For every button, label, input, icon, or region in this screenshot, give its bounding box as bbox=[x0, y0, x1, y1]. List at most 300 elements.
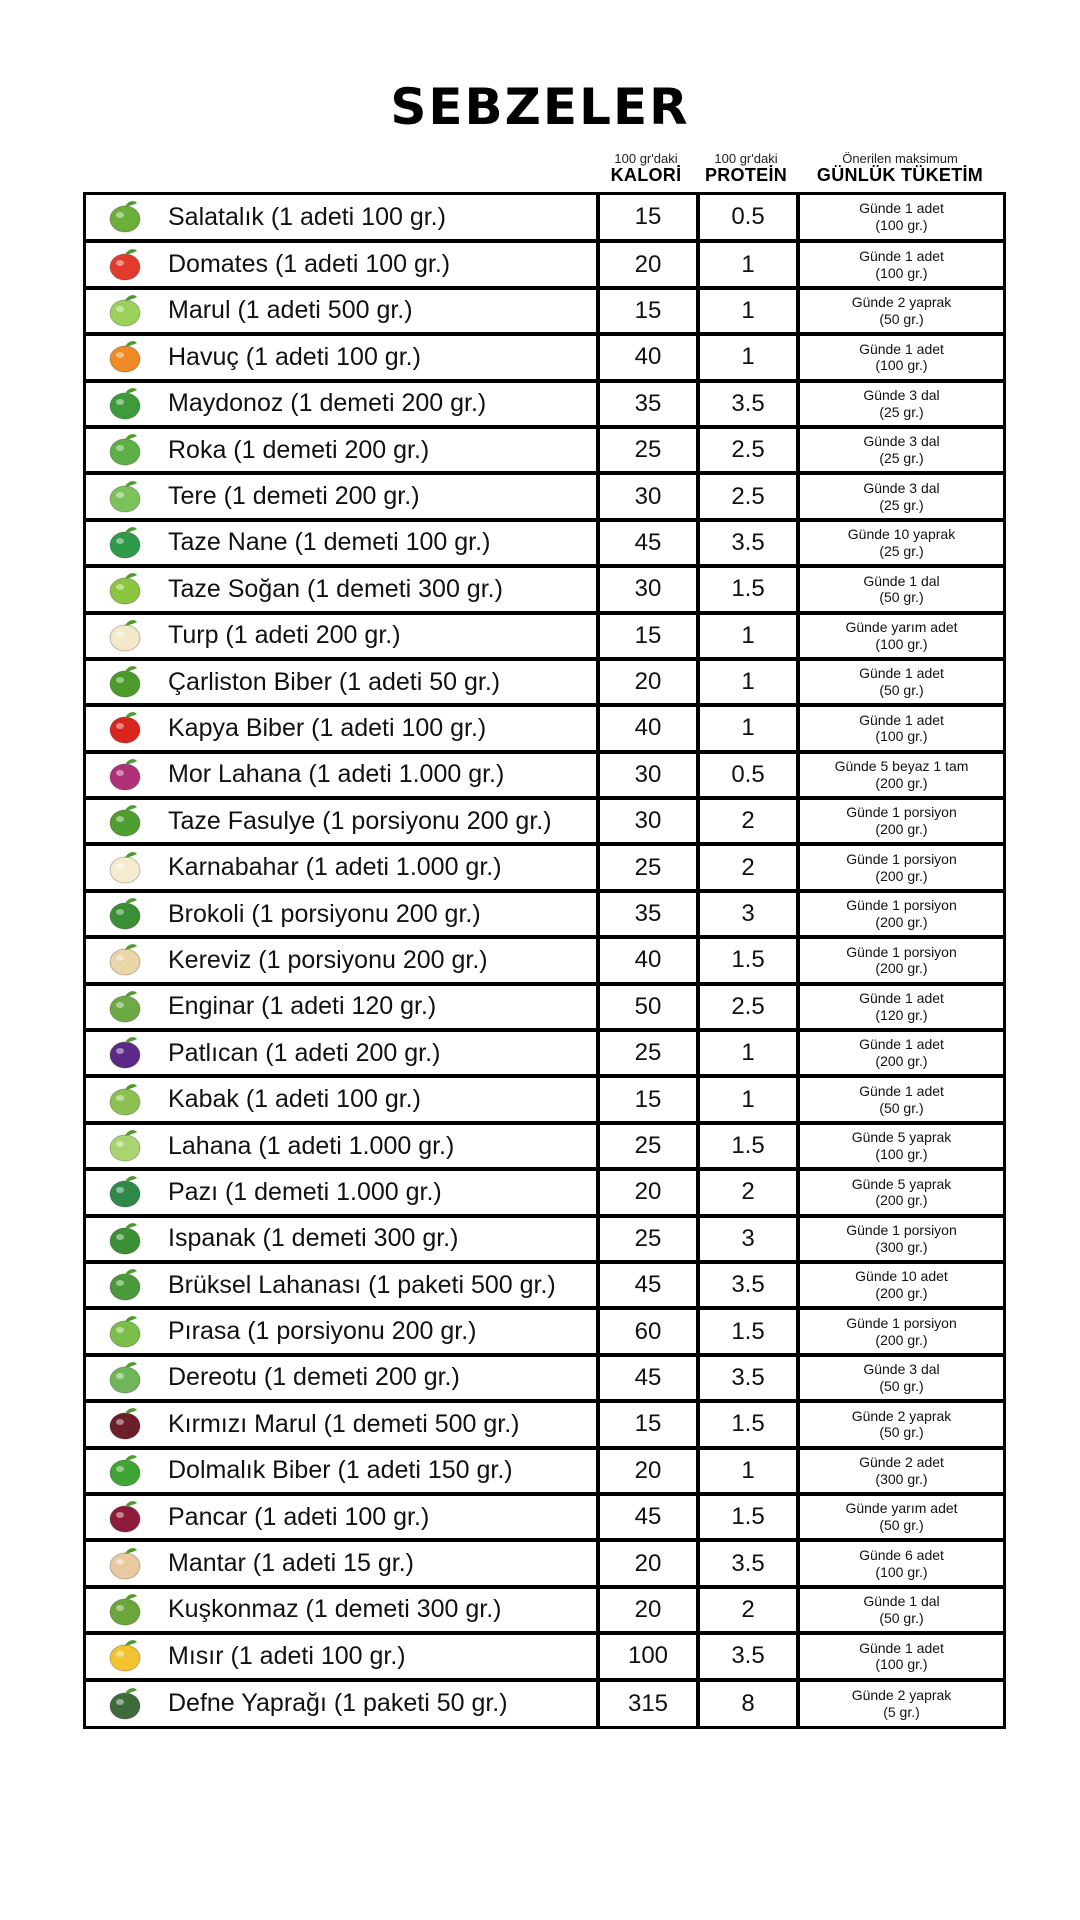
tomato-icon bbox=[102, 245, 148, 285]
daily-amount: Günde 1 dal bbox=[863, 1593, 940, 1610]
daily-consumption-cell bbox=[798, 1448, 1003, 1494]
calorie-cell: 25 bbox=[598, 1123, 698, 1169]
parsley-icon bbox=[102, 384, 148, 424]
vegetable-name-cell bbox=[86, 1680, 598, 1726]
vegetable-name: Maydonoz (1 demeti 200 gr.) bbox=[168, 389, 487, 418]
vegetable-name-wrap bbox=[86, 1450, 596, 1492]
daily-weight: (100 gr.) bbox=[875, 1563, 928, 1580]
leek-icon bbox=[102, 1312, 148, 1352]
vegetable-name: Çarliston Biber (1 adeti 50 gr.) bbox=[168, 667, 501, 696]
vegetable-name-wrap bbox=[86, 846, 596, 888]
protein-cell: 3 bbox=[698, 1216, 798, 1262]
vegetable-name-wrap bbox=[86, 1403, 596, 1445]
protein-cell: 1.5 bbox=[698, 1308, 798, 1354]
artichoke-icon bbox=[102, 987, 148, 1027]
daily-consumption-cell bbox=[798, 427, 1003, 473]
table-row bbox=[86, 1123, 1003, 1169]
protein-cell: 2 bbox=[698, 1587, 798, 1633]
protein-cell: 2 bbox=[698, 1169, 798, 1215]
asparagus-icon bbox=[102, 1590, 148, 1630]
vegetable-name-cell bbox=[86, 195, 598, 241]
protein-cell: 1 bbox=[698, 1448, 798, 1494]
vegetable-name-cell bbox=[86, 705, 598, 751]
vegetable-name: Kırmızı Marul (1 demeti 500 gr.) bbox=[168, 1409, 520, 1438]
vegetable-name-cell bbox=[86, 984, 598, 1030]
daily-consumption-cell bbox=[798, 1308, 1003, 1354]
vegetable-name-wrap bbox=[86, 754, 596, 796]
daily-consumption-cell bbox=[798, 891, 1003, 937]
vegetable-name-wrap bbox=[86, 1218, 596, 1260]
vegetable-name: Patlıcan (1 adeti 200 gr.) bbox=[168, 1038, 441, 1067]
daily-consumption-cell bbox=[798, 1123, 1003, 1169]
protein-cell: 2 bbox=[698, 844, 798, 890]
calorie-cell: 30 bbox=[598, 566, 698, 612]
daily-consumption-cell bbox=[798, 566, 1003, 612]
calorie-cell: 25 bbox=[598, 844, 698, 890]
daily-consumption-cell bbox=[798, 1216, 1003, 1262]
vegetable-name: Dereotu (1 demeti 200 gr.) bbox=[168, 1363, 460, 1392]
daily-amount: Günde 2 yaprak bbox=[851, 1686, 952, 1703]
protein-cell: 2.5 bbox=[698, 427, 798, 473]
vegetable-name-wrap bbox=[86, 1589, 596, 1631]
vegetable-name: Turp (1 adeti 200 gr.) bbox=[168, 621, 401, 650]
daily-amount: Günde 1 porsiyon bbox=[846, 850, 957, 867]
daily-weight: (100 gr.) bbox=[875, 1656, 928, 1673]
daily-header-sub: Önerilen maksimum bbox=[842, 151, 958, 166]
vegetable-name: Roka (1 demeti 200 gr.) bbox=[168, 435, 430, 464]
cress-icon bbox=[102, 477, 148, 517]
daily-consumption-cell bbox=[798, 288, 1003, 334]
table-row bbox=[86, 659, 1003, 705]
daily-consumption-cell bbox=[798, 1633, 1003, 1679]
table-row bbox=[86, 1540, 1003, 1586]
calorie-cell: 15 bbox=[598, 613, 698, 659]
vegetable-name: Kapya Biber (1 adeti 100 gr.) bbox=[168, 713, 487, 742]
daily-weight: (200 gr.) bbox=[875, 1285, 928, 1302]
daily-consumption-cell bbox=[798, 1262, 1003, 1308]
vegetable-name-wrap bbox=[86, 707, 596, 749]
vegetable-name-wrap bbox=[86, 800, 596, 842]
calorie-cell: 40 bbox=[598, 937, 698, 983]
carrot-icon bbox=[102, 337, 148, 377]
calorie-cell: 45 bbox=[598, 1262, 698, 1308]
vegetable-name-wrap bbox=[86, 1078, 596, 1120]
vegetable-name-wrap bbox=[86, 1264, 596, 1306]
table-row bbox=[86, 844, 1003, 890]
protein-cell: 2.5 bbox=[698, 473, 798, 519]
calorie-cell: 30 bbox=[598, 473, 698, 519]
vegetable-name-wrap bbox=[86, 615, 596, 657]
vegetable-name-cell bbox=[86, 937, 598, 983]
vegetable-name-cell bbox=[86, 1494, 598, 1540]
daily-consumption-cell bbox=[798, 752, 1003, 798]
vegetable-name: Dolmalık Biber (1 adeti 150 gr.) bbox=[168, 1456, 513, 1485]
table-row bbox=[86, 1262, 1003, 1308]
vegetable-name-cell bbox=[86, 334, 598, 380]
vegetable-name: Domates (1 adeti 100 gr.) bbox=[168, 250, 451, 279]
daily-weight: (200 gr.) bbox=[875, 1053, 928, 1070]
table-row bbox=[86, 520, 1003, 566]
vegetable-name: Karnabahar (1 adeti 1.000 gr.) bbox=[168, 853, 502, 882]
table-row bbox=[86, 798, 1003, 844]
daily-amount: Günde 1 adet bbox=[859, 1639, 944, 1656]
daily-consumption-cell bbox=[798, 1494, 1003, 1540]
bay-leaf-icon bbox=[102, 1684, 148, 1724]
protein-cell: 1 bbox=[698, 659, 798, 705]
vegetable-name-wrap bbox=[86, 893, 596, 935]
daily-amount: Günde 1 porsiyon bbox=[846, 897, 957, 914]
daily-weight: (100 gr.) bbox=[875, 635, 928, 652]
daily-consumption-cell bbox=[798, 1030, 1003, 1076]
calorie-cell: 20 bbox=[598, 1587, 698, 1633]
daily-amount: Günde 1 porsiyon bbox=[846, 804, 957, 821]
daily-amount: Günde 1 adet bbox=[859, 1082, 944, 1099]
vegetable-name: Mısır (1 adeti 100 gr.) bbox=[168, 1641, 406, 1670]
daily-amount: Günde 3 dal bbox=[863, 433, 940, 450]
calorie-cell: 40 bbox=[598, 705, 698, 751]
daily-amount: Günde 6 adet bbox=[859, 1546, 944, 1563]
calorie-cell: 45 bbox=[598, 1355, 698, 1401]
table-row bbox=[86, 1633, 1003, 1679]
calorie-cell: 50 bbox=[598, 984, 698, 1030]
daily-amount: Günde 1 adet bbox=[859, 711, 944, 728]
daily-consumption-cell bbox=[798, 1076, 1003, 1122]
cabbage-icon bbox=[102, 1126, 148, 1166]
daily-consumption-cell bbox=[798, 937, 1003, 983]
vegetable-name: Mantar (1 adeti 15 gr.) bbox=[168, 1549, 414, 1578]
table-row bbox=[86, 937, 1003, 983]
table-row bbox=[86, 334, 1003, 380]
daily-consumption-cell bbox=[798, 195, 1003, 241]
mint-icon bbox=[102, 523, 148, 563]
protein-cell: 3.5 bbox=[698, 1355, 798, 1401]
daily-consumption-cell bbox=[798, 241, 1003, 287]
daily-amount: Günde 5 yaprak bbox=[851, 1129, 952, 1146]
vegetable-name-wrap bbox=[86, 383, 596, 425]
protein-header-sub: 100 gr'daki bbox=[714, 151, 778, 166]
vegetable-name-wrap bbox=[86, 661, 596, 703]
calorie-cell: 15 bbox=[598, 288, 698, 334]
calorie-cell: 45 bbox=[598, 520, 698, 566]
daily-weight: (25 gr.) bbox=[879, 450, 924, 467]
green-bean-icon bbox=[102, 801, 148, 841]
vegetable-name-wrap bbox=[86, 243, 596, 285]
broccoli-icon bbox=[102, 894, 148, 934]
protein-cell: 1.5 bbox=[698, 1123, 798, 1169]
calorie-cell: 40 bbox=[598, 334, 698, 380]
protein-header-main: PROTEİN bbox=[704, 164, 788, 185]
page-title: SEBZELER bbox=[390, 78, 690, 136]
daily-weight: (200 gr.) bbox=[875, 914, 928, 931]
vegetable-name: Marul (1 adeti 500 gr.) bbox=[168, 296, 413, 325]
daily-amount: Günde 1 porsiyon bbox=[846, 943, 957, 960]
daily-weight: (200 gr.) bbox=[875, 821, 928, 838]
daily-weight: (50 gr.) bbox=[879, 1517, 924, 1534]
daily-consumption-cell bbox=[798, 1169, 1003, 1215]
protein-cell: 0.5 bbox=[698, 752, 798, 798]
calorie-cell: 20 bbox=[598, 1169, 698, 1215]
vegetable-name-cell bbox=[86, 1448, 598, 1494]
protein-cell: 0.5 bbox=[698, 195, 798, 241]
daily-weight: (50 gr.) bbox=[879, 1609, 924, 1626]
vegetable-name-wrap bbox=[86, 1496, 596, 1538]
vegetable-table bbox=[83, 192, 1006, 1729]
vegetable-name-cell bbox=[86, 1633, 598, 1679]
daily-consumption-cell bbox=[798, 381, 1003, 427]
daily-weight: (200 gr.) bbox=[875, 1331, 928, 1348]
vegetable-name-cell bbox=[86, 798, 598, 844]
vegetable-name-wrap bbox=[86, 1682, 596, 1726]
daily-weight: (120 gr.) bbox=[875, 1006, 928, 1023]
daily-consumption-cell bbox=[798, 613, 1003, 659]
protein-cell: 3 bbox=[698, 891, 798, 937]
daily-weight: (200 gr.) bbox=[875, 1192, 928, 1209]
calorie-cell: 15 bbox=[598, 195, 698, 241]
daily-weight: (25 gr.) bbox=[879, 542, 924, 559]
daily-weight: (25 gr.) bbox=[879, 496, 924, 513]
calorie-cell: 30 bbox=[598, 752, 698, 798]
spinach-icon bbox=[102, 1219, 148, 1259]
vegetable-name-cell bbox=[86, 1401, 598, 1447]
table-row bbox=[86, 1448, 1003, 1494]
calorie-cell: 315 bbox=[598, 1680, 698, 1726]
calorie-cell: 25 bbox=[598, 1216, 698, 1262]
daily-amount: Günde 1 porsiyon bbox=[846, 1314, 957, 1331]
calorie-cell: 25 bbox=[598, 1030, 698, 1076]
vegetable-name-cell bbox=[86, 891, 598, 937]
arugula-icon bbox=[102, 430, 148, 470]
daily-amount: Günde 1 dal bbox=[863, 572, 940, 589]
vegetable-name-cell bbox=[86, 613, 598, 659]
vegetable-name: Salatalık (1 adeti 100 gr.) bbox=[168, 202, 446, 231]
vegetable-name-cell bbox=[86, 1076, 598, 1122]
vegetable-name-cell bbox=[86, 1169, 598, 1215]
vegetable-name: Kuşkonmaz (1 demeti 300 gr.) bbox=[168, 1595, 502, 1624]
red-cabbage-icon bbox=[102, 755, 148, 795]
daily-column-header bbox=[796, 152, 1004, 185]
daily-consumption-cell bbox=[798, 659, 1003, 705]
table-row bbox=[86, 752, 1003, 798]
table-row bbox=[86, 1587, 1003, 1633]
table-row bbox=[86, 241, 1003, 287]
table-row bbox=[86, 381, 1003, 427]
table-row bbox=[86, 613, 1003, 659]
vegetable-name-wrap bbox=[86, 1310, 596, 1352]
daily-consumption-cell bbox=[798, 844, 1003, 890]
vegetable-name-cell bbox=[86, 381, 598, 427]
vegetable-name: Mor Lahana (1 adeti 1.000 gr.) bbox=[168, 760, 505, 789]
table-row bbox=[86, 1169, 1003, 1215]
brussels-sprout-icon bbox=[102, 1265, 148, 1305]
vegetable-name: Havuç (1 adeti 100 gr.) bbox=[168, 342, 421, 371]
vegetable-name-cell bbox=[86, 566, 598, 612]
vegetable-name-wrap bbox=[86, 939, 596, 981]
vegetable-name-wrap bbox=[86, 195, 596, 239]
daily-amount: Günde 3 dal bbox=[863, 386, 940, 403]
daily-amount: Günde yarım adet bbox=[845, 1500, 958, 1517]
vegetable-name-cell bbox=[86, 1308, 598, 1354]
daily-weight: (50 gr.) bbox=[879, 589, 924, 606]
vegetable-name: Pancar (1 adeti 100 gr.) bbox=[168, 1502, 430, 1531]
vegetable-name: Kereviz (1 porsiyonu 200 gr.) bbox=[168, 945, 488, 974]
protein-cell: 1 bbox=[698, 288, 798, 334]
calorie-cell: 30 bbox=[598, 798, 698, 844]
vegetable-name-wrap bbox=[86, 1542, 596, 1584]
daily-consumption-cell bbox=[798, 798, 1003, 844]
table-row bbox=[86, 288, 1003, 334]
daily-consumption-cell bbox=[798, 334, 1003, 380]
daily-amount: Günde 1 adet bbox=[859, 200, 944, 217]
daily-amount: Günde 1 adet bbox=[859, 340, 944, 357]
beet-icon bbox=[102, 1497, 148, 1537]
vegetable-name: Ispanak (1 demeti 300 gr.) bbox=[168, 1224, 459, 1253]
bell-pepper-icon bbox=[102, 1451, 148, 1491]
corn-icon bbox=[102, 1636, 148, 1676]
table-row bbox=[86, 427, 1003, 473]
protein-cell: 1.5 bbox=[698, 566, 798, 612]
daily-weight: (100 gr.) bbox=[875, 357, 928, 374]
daily-weight: (50 gr.) bbox=[879, 1424, 924, 1441]
daily-amount: Günde 2 yaprak bbox=[851, 294, 952, 311]
daily-weight: (100 gr.) bbox=[875, 728, 928, 745]
vegetable-name-cell bbox=[86, 241, 598, 287]
vegetable-name-wrap bbox=[86, 568, 596, 610]
daily-weight: (100 gr.) bbox=[875, 1146, 928, 1162]
vegetable-name-cell bbox=[86, 1216, 598, 1262]
calorie-cell: 20 bbox=[598, 241, 698, 287]
daily-amount: Günde 3 dal bbox=[863, 479, 940, 496]
calorie-cell: 35 bbox=[598, 891, 698, 937]
calorie-cell: 25 bbox=[598, 427, 698, 473]
vegetable-name: Taze Fasulye (1 porsiyonu 200 gr.) bbox=[168, 806, 552, 835]
calorie-cell: 20 bbox=[598, 1540, 698, 1586]
vegetable-name-wrap bbox=[86, 1357, 596, 1399]
table-row bbox=[86, 1355, 1003, 1401]
vegetable-name: Kabak (1 adeti 100 gr.) bbox=[168, 1085, 421, 1114]
calorie-header-main: KALORİ bbox=[610, 164, 682, 185]
daily-amount: Günde 1 porsiyon bbox=[846, 1221, 957, 1238]
daily-amount: Günde 10 adet bbox=[855, 1268, 948, 1285]
daily-consumption-cell bbox=[798, 473, 1003, 519]
daily-consumption-cell bbox=[798, 1355, 1003, 1401]
eggplant-icon bbox=[102, 1033, 148, 1073]
vegetable-name: Pırasa (1 porsiyonu 200 gr.) bbox=[168, 1317, 477, 1346]
vegetable-name: Taze Soğan (1 demeti 300 gr.) bbox=[168, 574, 503, 603]
daily-weight: (50 gr.) bbox=[879, 682, 924, 699]
daily-consumption-cell bbox=[798, 1401, 1003, 1447]
daily-consumption-cell bbox=[798, 1680, 1003, 1726]
red-lettuce-icon bbox=[102, 1404, 148, 1444]
vegetable-name: Tere (1 demeti 200 gr.) bbox=[168, 482, 420, 511]
table-row bbox=[86, 891, 1003, 937]
protein-cell: 1 bbox=[698, 241, 798, 287]
daily-weight: (100 gr.) bbox=[875, 264, 928, 281]
dill-icon bbox=[102, 1358, 148, 1398]
daily-consumption-cell bbox=[798, 1587, 1003, 1633]
vegetable-name-wrap bbox=[86, 1125, 596, 1167]
daily-weight: (25 gr.) bbox=[879, 403, 924, 420]
daily-amount: Günde 2 adet bbox=[859, 1453, 944, 1470]
vegetable-name: Taze Nane (1 demeti 100 gr.) bbox=[168, 528, 491, 557]
daily-weight: (100 gr.) bbox=[875, 217, 928, 234]
calorie-cell: 15 bbox=[598, 1076, 698, 1122]
protein-cell: 1.5 bbox=[698, 937, 798, 983]
table-row bbox=[86, 984, 1003, 1030]
vegetable-name: Lahana (1 adeti 1.000 gr.) bbox=[168, 1131, 455, 1160]
vegetable-table-body bbox=[86, 195, 1003, 1726]
vegetable-name-cell bbox=[86, 1262, 598, 1308]
vegetable-name-cell bbox=[86, 1030, 598, 1076]
calorie-header-sub: 100 gr'daki bbox=[614, 151, 678, 166]
protein-cell: 3.5 bbox=[698, 1540, 798, 1586]
daily-amount: Günde yarım adet bbox=[845, 618, 958, 635]
vegetable-name-cell bbox=[86, 844, 598, 890]
daily-weight: (50 gr.) bbox=[879, 310, 924, 327]
calorie-cell: 100 bbox=[598, 1633, 698, 1679]
daily-weight: (200 gr.) bbox=[875, 774, 928, 791]
protein-cell: 1 bbox=[698, 334, 798, 380]
vegetable-name-wrap bbox=[86, 1171, 596, 1213]
vegetable-name-cell bbox=[86, 1355, 598, 1401]
vegetable-name-wrap bbox=[86, 1032, 596, 1074]
protein-cell: 3.5 bbox=[698, 1262, 798, 1308]
calorie-cell: 35 bbox=[598, 381, 698, 427]
daily-amount: Günde 3 dal bbox=[863, 1361, 940, 1378]
protein-cell: 2 bbox=[698, 798, 798, 844]
daily-weight: (200 gr.) bbox=[875, 960, 928, 977]
calorie-column-header bbox=[596, 152, 696, 185]
protein-cell: 1 bbox=[698, 613, 798, 659]
daily-consumption-cell bbox=[798, 1540, 1003, 1586]
green-pepper-icon bbox=[102, 662, 148, 702]
vegetable-name-cell bbox=[86, 473, 598, 519]
vegetable-name-wrap bbox=[86, 290, 596, 332]
daily-amount: Günde 1 adet bbox=[859, 1036, 944, 1053]
table-row bbox=[86, 1076, 1003, 1122]
calorie-cell: 15 bbox=[598, 1401, 698, 1447]
radish-icon bbox=[102, 616, 148, 656]
vegetable-name: Enginar (1 adeti 120 gr.) bbox=[168, 992, 437, 1021]
vegetable-name-cell bbox=[86, 659, 598, 705]
green-onion-icon bbox=[102, 569, 148, 609]
table-row bbox=[86, 705, 1003, 751]
daily-weight: (5 gr.) bbox=[883, 1703, 920, 1720]
protein-cell: 8 bbox=[698, 1680, 798, 1726]
table-row bbox=[86, 473, 1003, 519]
vegetable-name-wrap bbox=[86, 1635, 596, 1677]
lettuce-icon bbox=[102, 291, 148, 331]
daily-amount: Günde 10 yaprak bbox=[847, 526, 956, 543]
vegetable-name-cell bbox=[86, 1123, 598, 1169]
daily-amount: Günde 2 yaprak bbox=[851, 1407, 952, 1424]
vegetable-name-wrap bbox=[86, 336, 596, 378]
vegetable-name: Brüksel Lahanası (1 paketi 500 gr.) bbox=[168, 1270, 556, 1299]
protein-cell: 1 bbox=[698, 1076, 798, 1122]
protein-cell: 1.5 bbox=[698, 1401, 798, 1447]
table-row bbox=[86, 1401, 1003, 1447]
mushroom-icon bbox=[102, 1544, 148, 1584]
calorie-cell: 45 bbox=[598, 1494, 698, 1540]
calorie-cell: 20 bbox=[598, 1448, 698, 1494]
protein-cell: 1.5 bbox=[698, 1494, 798, 1540]
vegetable-name-wrap bbox=[86, 522, 596, 564]
vegetable-name-wrap bbox=[86, 986, 596, 1028]
vegetable-name-cell bbox=[86, 288, 598, 334]
vegetable-name-cell bbox=[86, 752, 598, 798]
table-row bbox=[86, 1216, 1003, 1262]
table-row bbox=[86, 566, 1003, 612]
daily-header-main: GÜNLÜK TÜKETİM bbox=[816, 164, 984, 185]
